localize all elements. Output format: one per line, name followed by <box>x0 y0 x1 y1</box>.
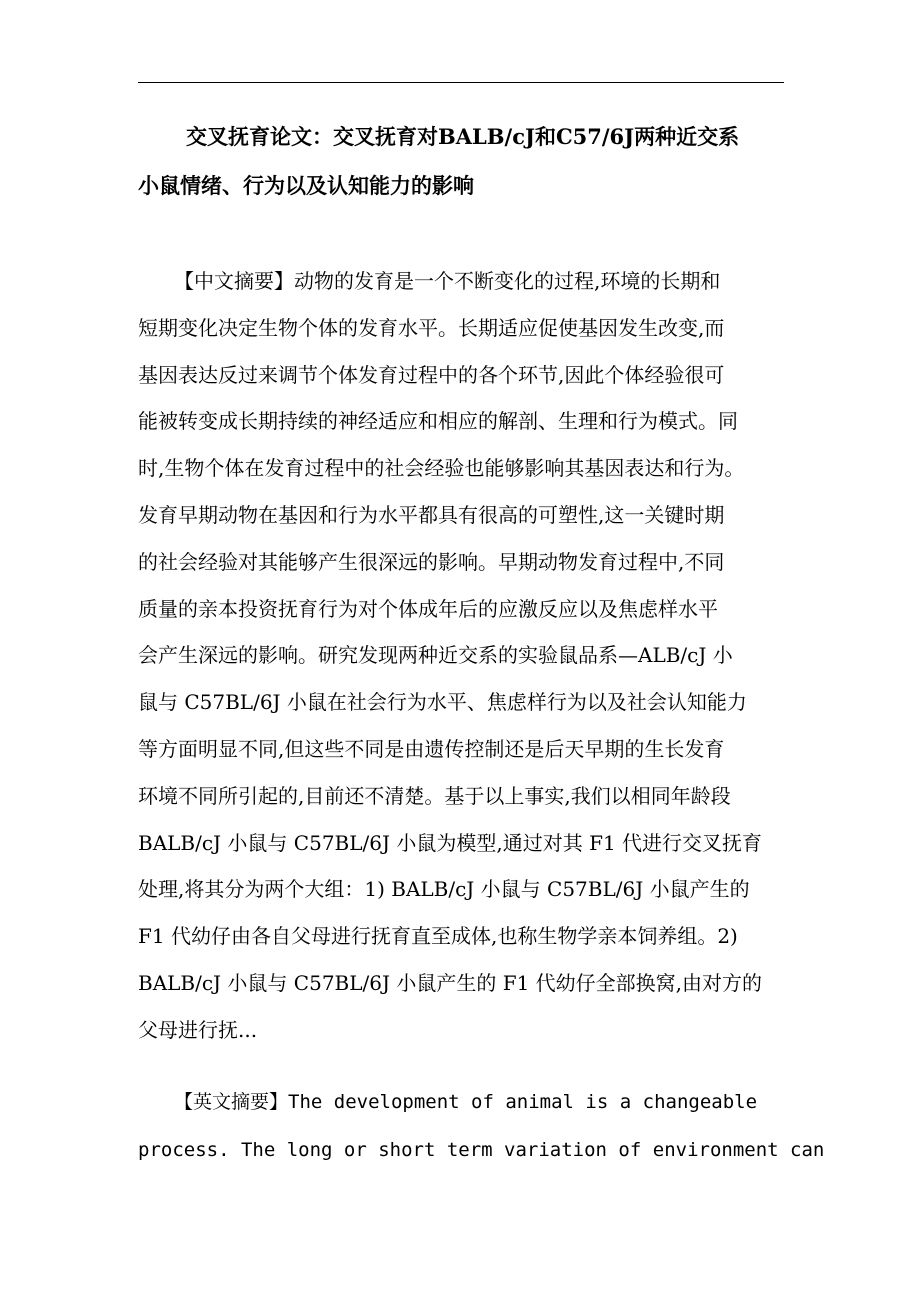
header-rule <box>138 82 784 83</box>
cn-abstract-line: 的社会经验对其能够产生很深远的影响。早期动物发育过程中,不同 <box>138 549 725 574</box>
cn-abstract-line <box>138 258 798 305</box>
title-line-1: 交叉抚育论文：交叉抚育对BALB/cJ和C57/6J两种近交系 <box>186 124 740 149</box>
cn-abstract-line: 父母进行抚... <box>138 1017 258 1042</box>
en-abstract-line <box>138 1078 798 1126</box>
cn-abstract-line: 基因表达反过来调节个体发育过程中的各个环节,因此个体经验很可 <box>138 362 725 387</box>
cn-abstract-line: BALB/cJ 小鼠与 C57BL/6J 小鼠产生的 F1 代幼仔全部换窝,由对方的 <box>138 970 763 995</box>
cn-abstract-line: 发育早期动物在基因和行为水平都具有很高的可塑性,这一关键时期 <box>138 502 725 527</box>
cn-abstract-line-text: 动物的发育是一个不断变化的过程,环境的长期和 <box>294 269 721 293</box>
cn-abstract-line: BALB/cJ 小鼠与 C57BL/6J 小鼠为模型,通过对其 F1 代进行交叉抚育 <box>138 830 763 855</box>
cn-abstract-line: F1 代幼仔由各自父母进行抚育直至成体,也称生物学亲本饲养组。2) <box>138 924 738 949</box>
cn-abstract-line: 等方面明显不同,但这些不同是由遗传控制还是后天早期的生长发育 <box>138 736 725 761</box>
title-line-2: 小鼠情绪、行为以及认知能力的影响 <box>138 173 474 198</box>
en-abstract-line-text: The development of animal is a changeable <box>288 1091 758 1113</box>
cn-abstract-line: 能被转变成长期持续的神经适应和相应的解剖、生理和行为模式。同 <box>138 409 738 434</box>
en-abstract-line: process. The long or short term variation of environment can <box>138 1139 825 1161</box>
cn-abstract-label: 【中文摘要】 <box>174 269 294 293</box>
cn-abstract-line: 时,生物个体在发育过程中的社会经验也能够影响其基因表达和行为。 <box>138 456 745 481</box>
cn-abstract-line: 鼠与 C57BL/6J 小鼠在社会行为水平、焦虑样行为以及社会认知能力 <box>138 690 747 715</box>
en-abstract-label: 【英文摘要】 <box>174 1091 289 1113</box>
cn-abstract-line: 会产生深远的影响。研究发现两种近交系的实验鼠品系—ALB/cJ 小 <box>138 643 733 668</box>
cn-abstract-line: 短期变化决定生物个体的发育水平。长期适应促使基因发生改变,而 <box>138 315 725 340</box>
cn-abstract-line: 处理,将其分为两个大组：1) BALB/cJ 小鼠与 C57BL/6J 小鼠产生的 <box>138 877 750 902</box>
document-title <box>138 112 788 210</box>
cn-abstract-line: 质量的亲本投资抚育行为对个体成年后的应激反应以及焦虑样水平 <box>138 596 718 621</box>
chinese-abstract <box>138 258 798 1054</box>
english-abstract <box>138 1078 825 1174</box>
cn-abstract-line: 环境不同所引起的,目前还不清楚。基于以上事实,我们以相同年龄段 <box>138 783 731 808</box>
